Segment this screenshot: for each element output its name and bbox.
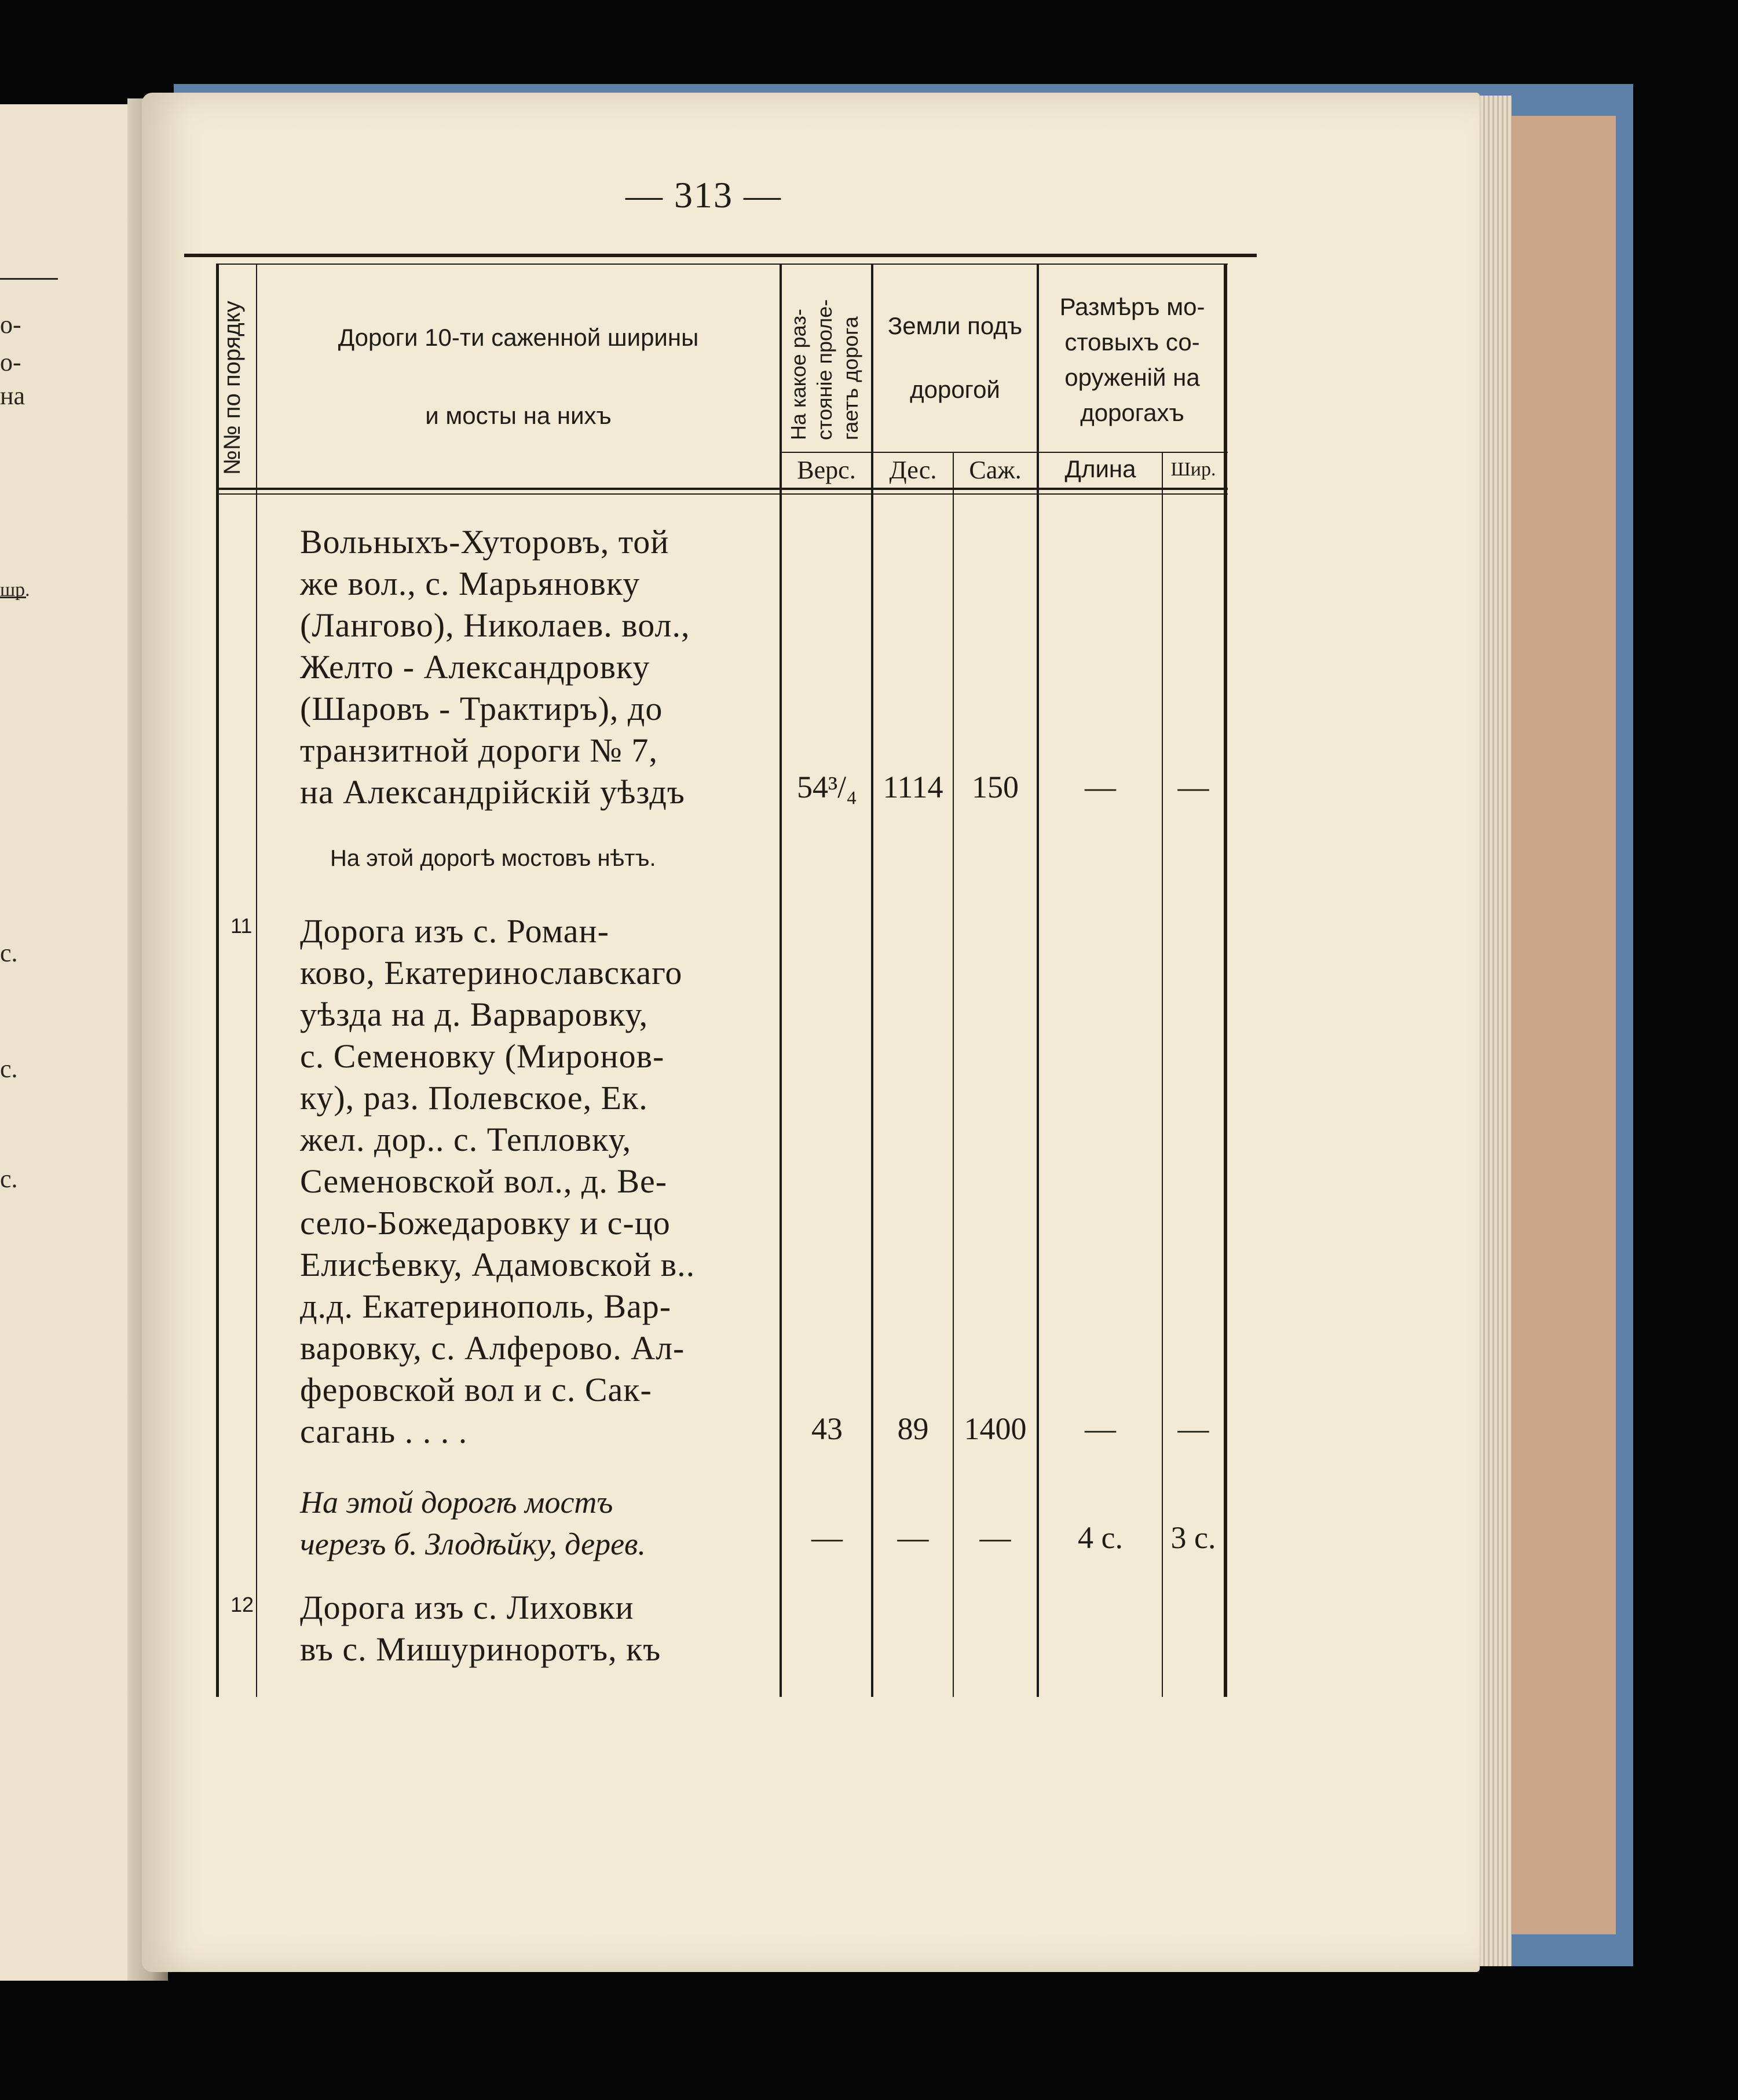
table-row-entry [300,1587,763,1670]
entry-line: же вол., с. Марьяновку [300,565,641,602]
entry-line: (Лангово), Николаев. вол., [300,606,690,644]
entry-line: Дорога изъ с. Роман- [300,912,609,950]
entry-line: Желто - Александровку [300,648,650,686]
row-number-12: 12 [230,1593,254,1616]
unit-length: Длина [1064,455,1136,482]
bridge-note-line: На этой дорогѣ мостъ [300,1485,613,1520]
row1-width: — [1177,770,1209,804]
row-number-11: 11 [230,914,253,938]
entry-line: уѣзда на д. Варваровку, [300,996,649,1033]
unit-versts: Верс. [797,456,856,484]
header-distance-line3: гаетъ дорога [839,316,862,440]
row11-versts: 43 [811,1411,843,1446]
header-bridge-line3: оруженій на [1064,364,1200,391]
bridge-length: 4 с. [1078,1520,1123,1555]
header-bridge-line2: стовыхъ со- [1064,328,1200,356]
table-top-rule-thin [217,264,1228,265]
header-distance-line1: На какое раз- [786,309,810,440]
left-fragment: с. [0,1055,18,1083]
header-order: №№ по порядку [219,301,245,475]
entry-line: на Александрійскій уѣздъ [300,773,685,811]
row1-des: 1114 [883,770,943,804]
entry-line: жел. дор.. с. Тепловку, [300,1121,632,1158]
bridge-width: 3 с. [1170,1520,1216,1555]
left-page-rule [0,278,58,280]
bridge-note [300,1481,763,1565]
col-divider-number [256,264,257,1697]
header-bridge-line1: Размѣръ мо- [1059,293,1205,320]
left-fragment: о- [0,310,21,339]
entry-line: ку), раз. Полевское, Ек. [300,1079,648,1117]
table-row-entry [300,910,763,1453]
entry-line: сагань . . . . [300,1413,468,1450]
row11-width: — [1177,1411,1209,1446]
header-distance-line2: стояніе проле- [813,299,836,440]
col-divider-length [1162,452,1163,1697]
entry-line: Елисѣевку, Адамовской в.. [300,1246,696,1283]
bridge-versts: — [811,1520,843,1555]
entry-line: д.д. Екатеринополь, Вар- [300,1287,672,1325]
row11-length: — [1085,1411,1116,1446]
row11-des: 89 [897,1411,929,1446]
row11-sazh: 1400 [964,1411,1027,1446]
entry-line: ково, Екатеринославскаго [300,954,683,992]
table-row-entry [300,521,763,813]
header-bottom-rule-thin [217,493,1228,495]
entry-line: транзитной дороги № 7, [300,731,658,769]
entry-line: Дорога изъ с. Лиховки [300,1589,634,1626]
table-left-border [216,264,219,1697]
unit-width: Шир. [1170,459,1216,480]
page-number: — 313 — [625,174,782,215]
header-roads-line2: и мосты на нихъ [425,402,612,429]
entry-line: с. Семеновку (Миронов- [300,1037,665,1075]
entry-line: Семеновской вол., д. Ве- [300,1162,668,1200]
row1-length: — [1085,770,1116,804]
col-divider-des [953,452,954,1697]
left-header-tail: шр. [0,579,30,601]
entry-line: (Шаровъ - Трактиръ), до [300,690,663,727]
bridge-des: — [897,1520,929,1555]
left-fragment: на [0,382,25,410]
entry-line: варовку, с. Алферово. Ал- [300,1329,685,1367]
bridge-note-line: черезъ б. Злодѣйку, дерев. [300,1527,646,1561]
left-fragment: с. [0,939,18,967]
left-fragment: с. [0,1165,18,1193]
left-page [0,104,148,1981]
table-top-rule [184,254,1257,257]
row1-versts: 54³/₄ [796,770,858,804]
row1-sazh: 150 [972,770,1019,804]
unit-sazh: Саж. [969,456,1022,484]
header-bridge-line4: дорогахъ [1080,399,1184,426]
header-land-line2: дорогой [910,376,1000,403]
table-right-border [1224,264,1227,1697]
entry-line: Вольныхъ-Хуторовъ, той [300,523,669,561]
unit-des: Дес. [889,456,937,484]
no-bridges-note: На этой дорогѣ мостовъ нѣтъ. [330,846,656,871]
bridge-sazh: — [979,1520,1011,1555]
entry-line: феровской вол и с. Сак- [300,1371,652,1408]
left-fragment: о- [0,348,21,376]
header-roads-line1: Дороги 10-ти саженной ширины [338,324,699,351]
header-land-line1: Земли подъ [887,312,1023,339]
header-bottom-rule [217,488,1228,490]
entry-line: село-Божедаровку и с-цо [300,1204,671,1242]
entry-line: въ с. Мишуриноротъ, къ [300,1630,661,1668]
